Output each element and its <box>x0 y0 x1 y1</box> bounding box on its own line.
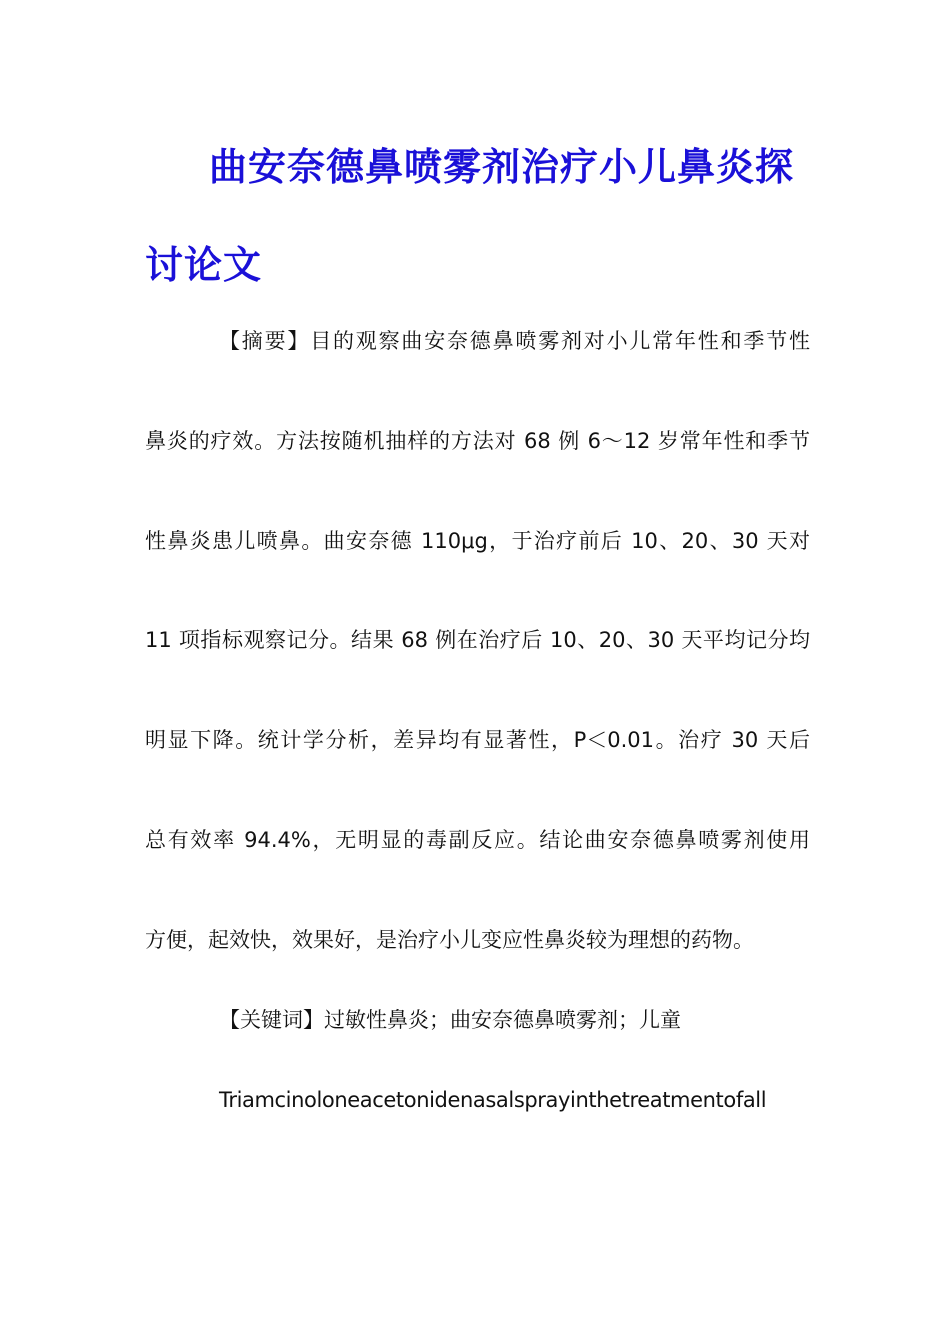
abstract-line-7: 方便，起效快，效果好，是治疗小儿变应性鼻炎较为理想的药物。 <box>145 928 754 952</box>
keywords-line: 【关键词】过敏性鼻炎；曲安奈德鼻喷雾剂；儿童 <box>219 1008 681 1032</box>
document-title: 曲安奈德鼻喷雾剂治疗小儿鼻炎探讨论文 <box>145 144 795 287</box>
abstract-line-5: 明显下降。统计学分析，差异均有显著性，P＜0.01。治疗 30 天后 <box>145 728 810 752</box>
english-title-line: Triamcinoloneacetonidenasalsprayinthetreatmentofall <box>219 1088 767 1112</box>
abstract-line-6: 总有效率 94.4%，无明显的毒副反应。结论曲安奈德鼻喷雾剂使用 <box>145 828 810 852</box>
abstract-line-3: 性鼻炎患儿喷鼻。曲安奈德 110μg，于治疗前后 10、20、30 天对 <box>145 529 810 553</box>
abstract-line-1: 【摘要】目的观察曲安奈德鼻喷雾剂对小儿常年性和季节性 <box>219 329 810 353</box>
abstract-line-4: 11 项指标观察记分。结果 68 例在治疗后 10、20、30 天平均记分均 <box>145 628 810 652</box>
abstract-line-2: 鼻炎的疗效。方法按随机抽样的方法对 68 例 6～12 岁常年性和季节 <box>145 429 810 453</box>
